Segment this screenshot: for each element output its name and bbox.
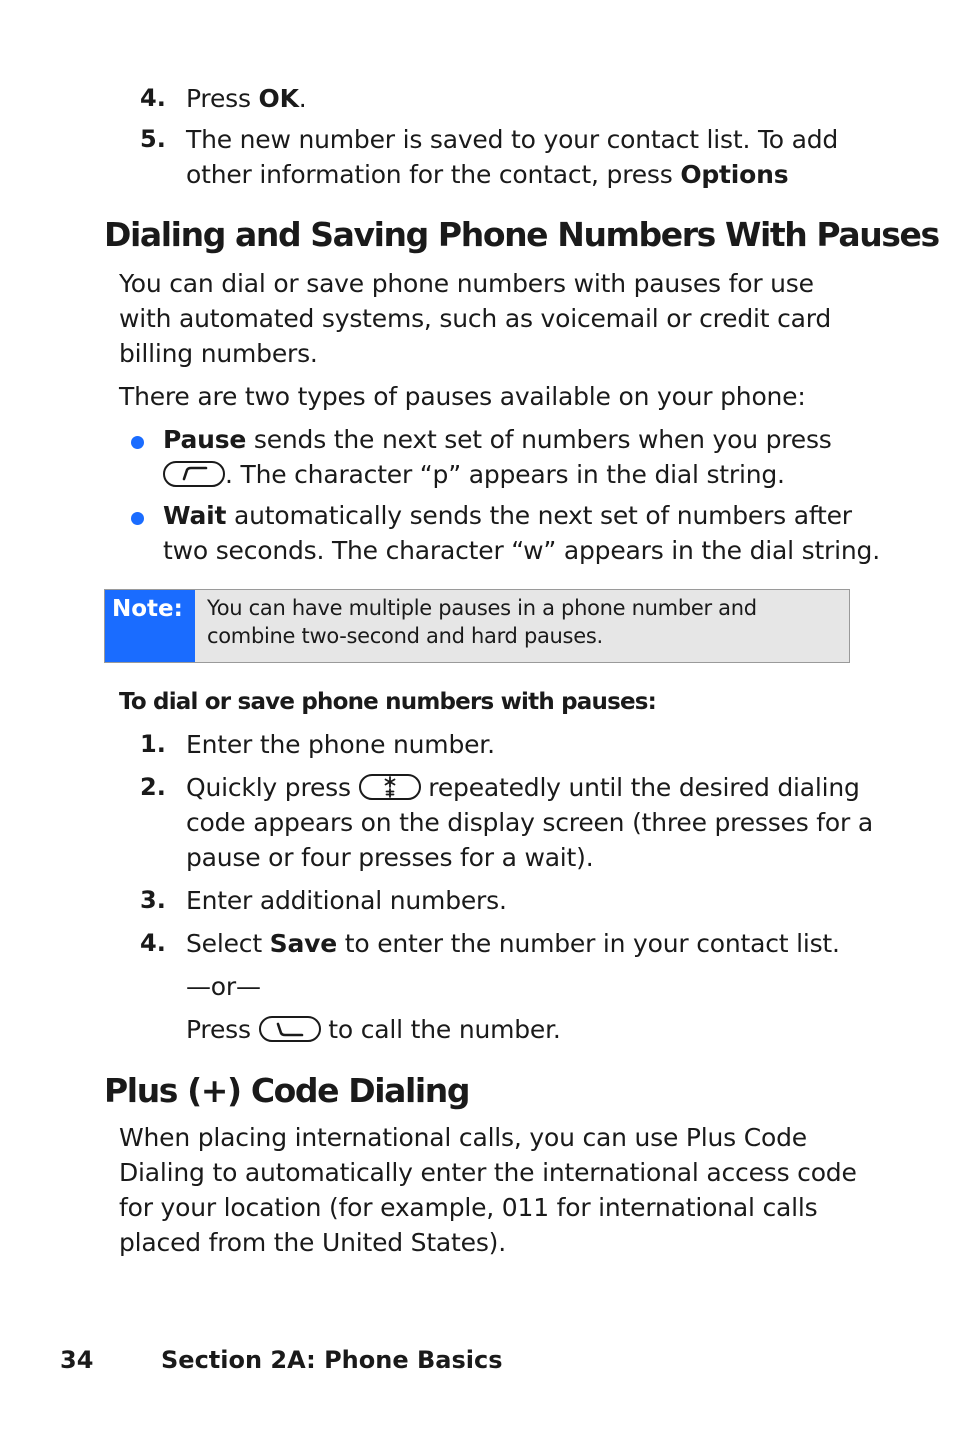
save-label: Save: [269, 929, 337, 958]
talk-key-icon: [259, 1016, 321, 1042]
step-text: Enter additional numbers.: [186, 886, 507, 915]
options-label: Options: [680, 160, 789, 189]
bullet-text: automatically sends the next set of numbers after two seconds. The character “w” appears in the dial string.: [163, 501, 880, 565]
note-box: [104, 589, 850, 663]
step-number: 3.: [140, 886, 166, 914]
step-text: [186, 81, 876, 116]
step-text-post: .: [298, 84, 307, 113]
bullet-item: [163, 498, 883, 568]
step-text: [186, 770, 876, 875]
step-number: 4.: [140, 84, 166, 112]
step-text-pre: Select: [186, 929, 270, 958]
paragraph: You can dial or save phone numbers with pauses for use with automated systems, such as voicemail or credit card billing numbers.: [119, 269, 832, 368]
bullet-text-post: . The character “p” appears in the dial string.: [225, 460, 785, 489]
step-text: Enter the phone number.: [186, 730, 495, 759]
step-number: 2.: [140, 773, 166, 801]
step-number: 1.: [140, 730, 166, 758]
press-post: to call the number.: [320, 1015, 561, 1044]
press-instruction: [186, 1012, 876, 1047]
or-separator: —or—: [186, 972, 261, 1001]
ok-label: OK: [258, 84, 299, 113]
bullet-icon: [131, 512, 144, 525]
step-text-pre: Quickly press: [186, 773, 359, 802]
pause-label: Pause: [163, 425, 247, 454]
paragraph: There are two types of pauses available on your phone:: [119, 382, 806, 411]
paragraph: When placing international calls, you can use Plus Code Dialing to automatically enter the international access code for your location (for example, 011 for international calls placed from the United States).: [119, 1123, 857, 1257]
wait-label: Wait: [163, 501, 227, 530]
section-heading: Plus (+) Code Dialing: [104, 1071, 470, 1110]
step-text-post: to enter the number in your contact list.: [337, 929, 840, 958]
bullet-item: [163, 422, 883, 492]
softkey-icon: [163, 461, 225, 487]
star-key-icon: [359, 774, 421, 800]
bullet-text-pre: sends the next set of numbers when you press: [246, 425, 832, 454]
step-text-pre: The new number is saved to your contact list. To add other information for the contact, press: [186, 125, 839, 189]
footer-section: Section 2A: Phone Basics: [161, 1346, 503, 1374]
press-pre: Press: [186, 1015, 259, 1044]
step-text: [186, 122, 846, 192]
note-label: Note:: [105, 590, 195, 662]
step-number: 4.: [140, 929, 166, 957]
section-heading: Dialing and Saving Phone Numbers With Pauses: [104, 215, 939, 254]
step-number: 5.: [140, 125, 166, 153]
procedure-title: To dial or save phone numbers with pauses:: [119, 689, 657, 715]
step-text-post: repeatedly until the desired dialing code appears on the display screen (three presses for a pause or four presses for a wait).: [186, 773, 873, 872]
step-text: [186, 926, 876, 961]
bullet-icon: [131, 436, 144, 449]
step-text-pre: Press: [186, 84, 259, 113]
note-text: You can have multiple pauses in a phone number and combine two-second and hard pauses.: [195, 590, 849, 662]
page-number: 34: [60, 1346, 94, 1374]
